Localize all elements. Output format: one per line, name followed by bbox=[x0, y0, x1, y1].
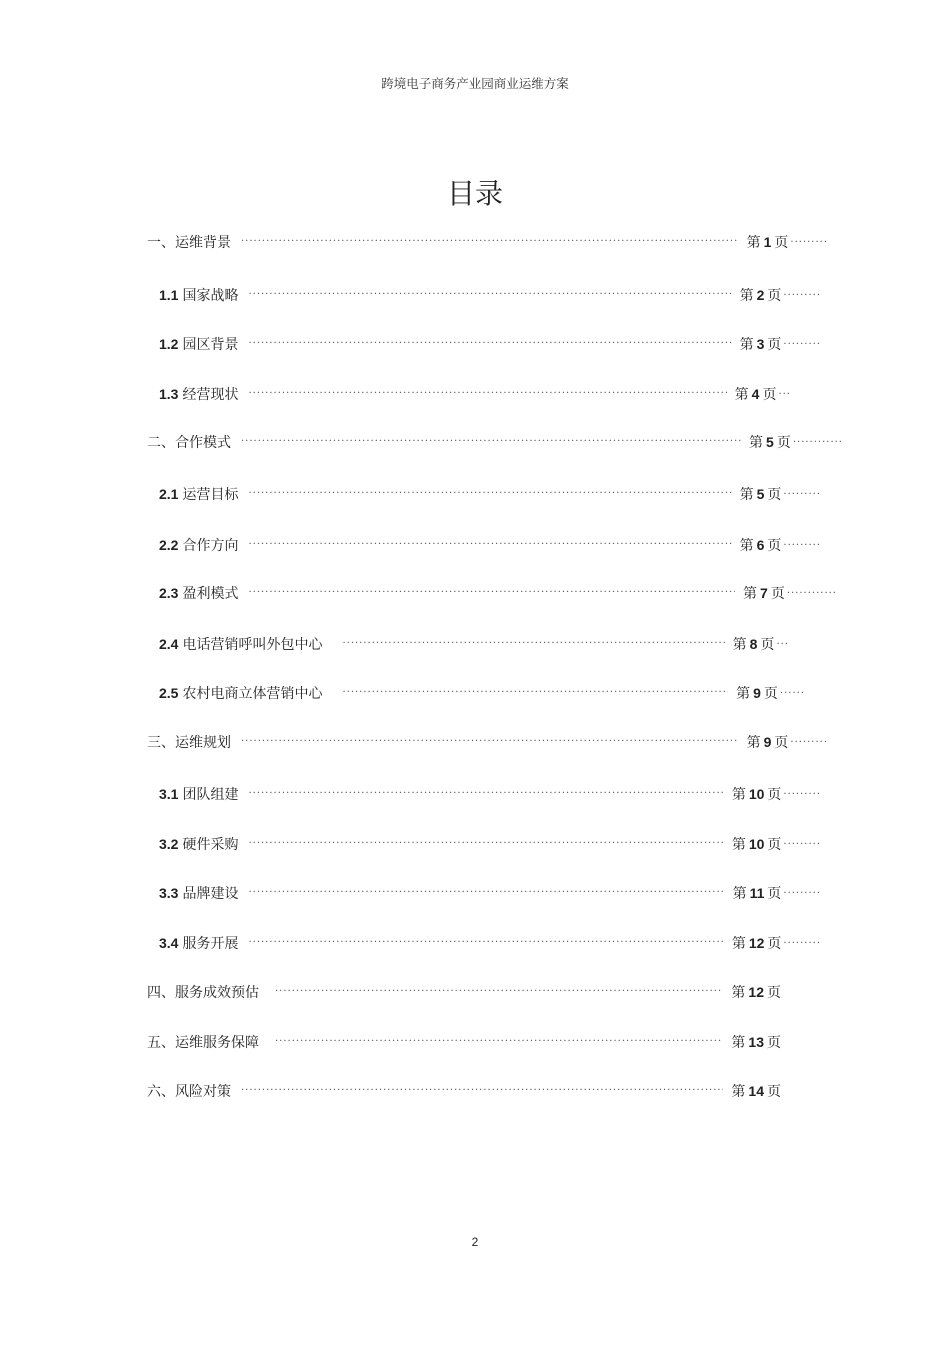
toc-entry[interactable] bbox=[159, 334, 821, 354]
toc-entry-label: 五、运维服务保障 bbox=[147, 1035, 259, 1051]
toc-entry[interactable] bbox=[159, 535, 821, 555]
toc-entry[interactable] bbox=[159, 784, 821, 804]
toc-entry-page: 第 3 页 ········· bbox=[739, 336, 821, 353]
dot-leader bbox=[241, 1081, 723, 1101]
toc-entry[interactable] bbox=[159, 683, 805, 703]
toc-entry[interactable] bbox=[159, 285, 821, 305]
toc-entry-number: 2.3 bbox=[159, 585, 179, 601]
dot-leader bbox=[248, 334, 731, 354]
toc-entry-page: 第 8 页 ··· bbox=[732, 636, 789, 653]
toc-entry-number: 2.2 bbox=[159, 537, 179, 553]
toc-entry-page: 第 12 页 bbox=[731, 984, 781, 1001]
dot-leader bbox=[248, 933, 723, 953]
toc-entry[interactable] bbox=[143, 432, 843, 452]
toc-entry-label: 园区背景 bbox=[182, 337, 239, 353]
toc-entry[interactable] bbox=[159, 834, 821, 854]
dot-leader bbox=[248, 535, 731, 555]
toc-entry-page: 第 13 页 bbox=[731, 1034, 781, 1051]
toc-entry-page: 第 14 页 bbox=[731, 1083, 781, 1100]
toc-entry-label: 经营现状 bbox=[182, 387, 239, 403]
toc-entry[interactable] bbox=[143, 982, 783, 1002]
toc-entry[interactable] bbox=[159, 384, 791, 404]
toc-entry-page: 第 9 页 ········· bbox=[746, 734, 828, 751]
toc-entry-number: 2.4 bbox=[159, 636, 179, 652]
dot-leader bbox=[248, 834, 723, 854]
toc-entry[interactable] bbox=[143, 732, 828, 752]
toc-entry-page: 第 5 页 ············ bbox=[749, 434, 843, 451]
toc-entry-number: 2.5 bbox=[159, 685, 179, 701]
toc-entry-page: 第 7 页 ············ bbox=[743, 585, 837, 602]
toc-entry-number: 1.3 bbox=[159, 386, 179, 402]
dot-leader bbox=[342, 634, 724, 654]
dot-leader bbox=[342, 683, 728, 703]
toc-entry-page: 第 2 页 ········· bbox=[739, 287, 821, 304]
toc-entry-number: 1.1 bbox=[159, 287, 179, 303]
toc-entry-label: 二、合作模式 bbox=[147, 435, 231, 451]
toc-entry-page: 第 5 页 ········· bbox=[739, 486, 821, 503]
toc-title: 目录 bbox=[446, 177, 503, 210]
toc-entry-number: 2.1 bbox=[159, 486, 179, 502]
toc-entry-page: 第 10 页 ········· bbox=[731, 786, 821, 803]
toc-entry-label: 一、运维背景 bbox=[147, 235, 231, 251]
toc-entry-label: 运营目标 bbox=[182, 487, 239, 503]
toc-entry-label: 三、运维规划 bbox=[147, 735, 231, 751]
toc-entry-page: 第 6 页 ········· bbox=[739, 537, 821, 554]
toc-entry-label: 电话营销呼叫外包中心 bbox=[182, 637, 323, 653]
toc-entry[interactable] bbox=[159, 933, 821, 953]
running-header: 跨境电子商务产业园商业运维方案 bbox=[381, 76, 569, 91]
dot-leader bbox=[248, 484, 731, 504]
dot-leader bbox=[248, 583, 735, 603]
toc-entry-page: 第 9 页 ······ bbox=[736, 685, 805, 702]
toc-entry-label: 盈利模式 bbox=[182, 586, 239, 602]
dot-leader bbox=[248, 883, 724, 903]
toc-entry[interactable] bbox=[143, 1081, 783, 1101]
dot-leader bbox=[241, 732, 739, 752]
toc-entry[interactable] bbox=[159, 583, 837, 603]
toc-entry-label: 品牌建设 bbox=[182, 886, 239, 902]
toc-entry[interactable] bbox=[143, 1032, 783, 1052]
toc-entry-page: 第 10 页 ········· bbox=[731, 836, 821, 853]
dot-leader bbox=[248, 784, 723, 804]
page-number: 2 bbox=[471, 1235, 479, 1249]
toc-entry-number: 3.4 bbox=[159, 935, 179, 951]
toc-entry-number: 3.1 bbox=[159, 786, 179, 802]
toc-entry-label: 团队组建 bbox=[182, 787, 239, 803]
dot-leader bbox=[275, 1032, 723, 1052]
toc-entry-label: 服务开展 bbox=[182, 936, 239, 952]
toc-entry[interactable] bbox=[159, 484, 821, 504]
dot-leader bbox=[241, 432, 741, 452]
toc-entry-number: 1.2 bbox=[159, 336, 179, 352]
toc-entry-page: 第 11 页 ········· bbox=[732, 885, 821, 902]
toc-entry-label: 国家战略 bbox=[182, 288, 239, 304]
toc-entry-label: 六、风险对策 bbox=[147, 1084, 231, 1100]
toc-entry-page: 第 4 页 ··· bbox=[734, 386, 791, 403]
dot-leader bbox=[248, 285, 731, 305]
toc-entry-page: 第 1 页 ········· bbox=[746, 234, 828, 251]
toc-entry-label: 硬件采购 bbox=[182, 837, 239, 853]
dot-leader bbox=[248, 384, 726, 404]
toc-entry[interactable] bbox=[159, 634, 789, 654]
toc-entry[interactable] bbox=[143, 232, 828, 252]
toc-entry-label: 合作方向 bbox=[182, 538, 239, 554]
toc-entry-page: 第 12 页 ········· bbox=[731, 935, 821, 952]
dot-leader bbox=[241, 232, 739, 252]
toc-entry-label: 四、服务成效预估 bbox=[147, 985, 259, 1001]
dot-leader bbox=[275, 982, 723, 1002]
toc-entry-number: 3.2 bbox=[159, 836, 179, 852]
toc-entry-label: 农村电商立体营销中心 bbox=[182, 686, 323, 702]
toc-entry-number: 3.3 bbox=[159, 885, 179, 901]
toc-entry[interactable] bbox=[159, 883, 821, 903]
